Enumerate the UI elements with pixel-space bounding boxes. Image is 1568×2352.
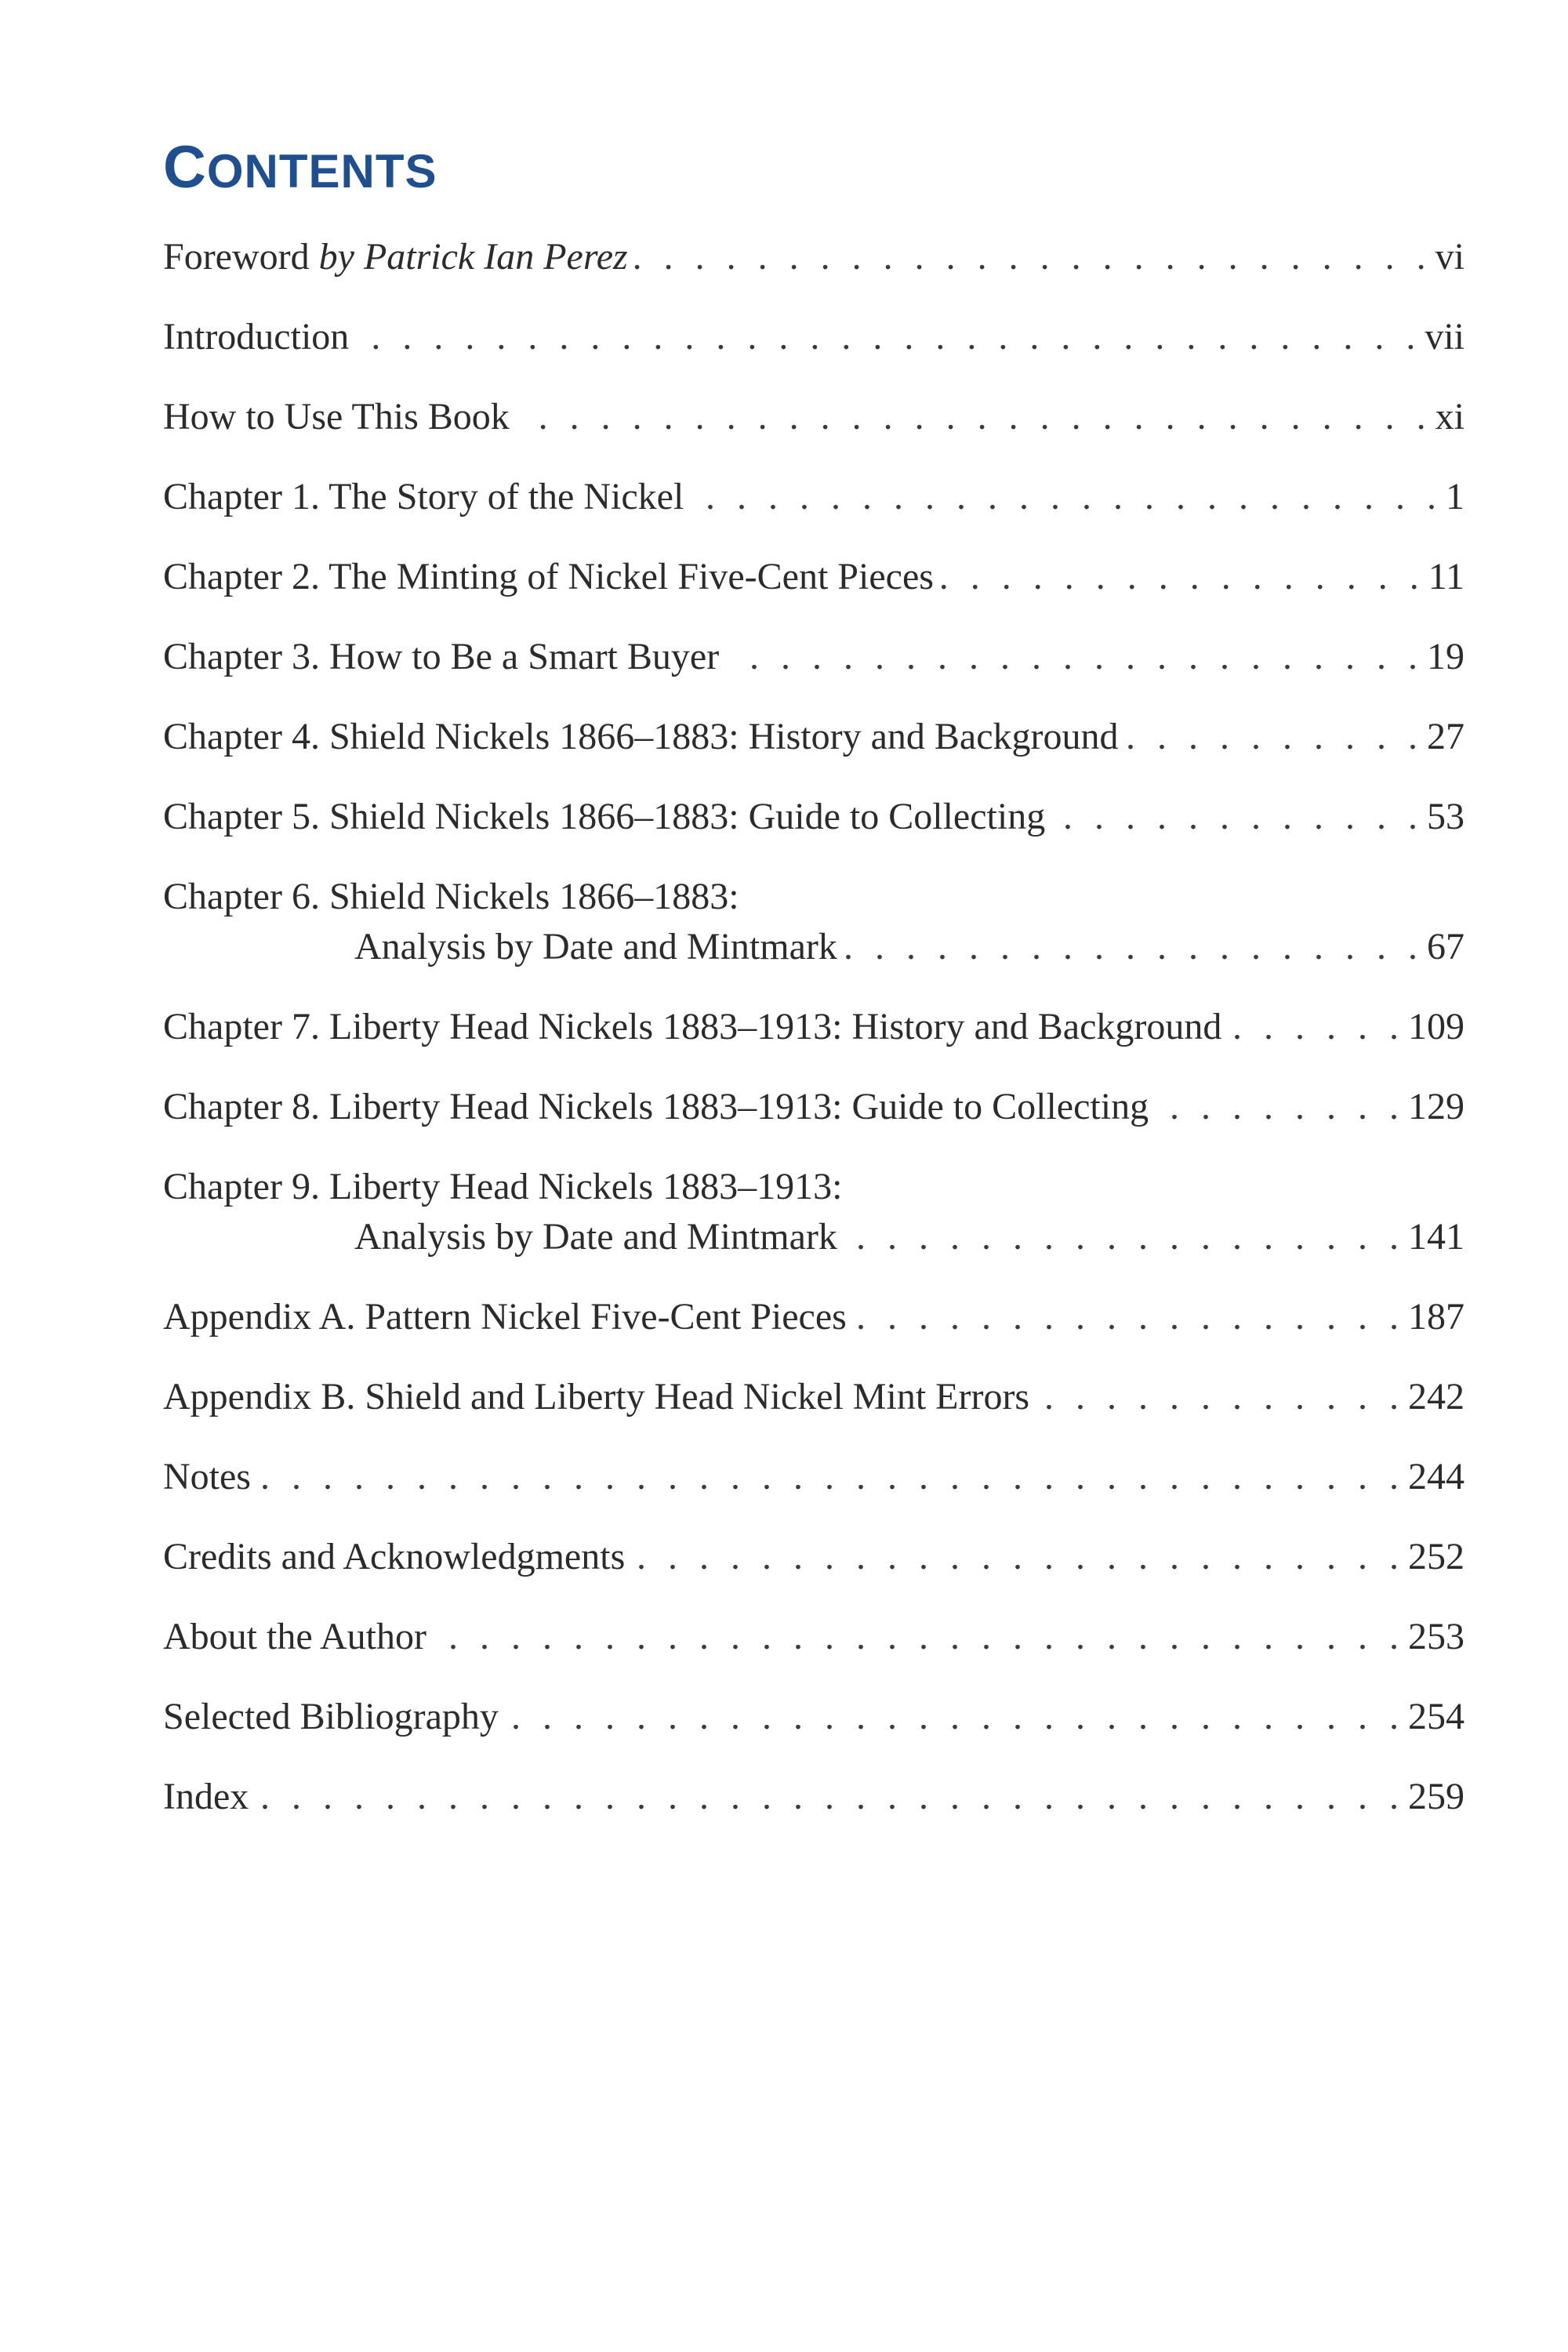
- toc-entry-page: 242: [1408, 1376, 1465, 1417]
- toc-entry-title: Chapter 2. The Minting of Nickel Five-Cent Pieces: [163, 556, 934, 597]
- toc-entry-title: Chapter 9. Liberty Head Nickels 1883–1913:: [163, 1166, 843, 1207]
- dot-leader: [725, 635, 1424, 679]
- dot-leader: [940, 555, 1425, 599]
- toc-entry-index[interactable]: [163, 1775, 1465, 1819]
- toc-entry-foreword[interactable]: [163, 235, 1465, 279]
- toc-entry-chapter-3[interactable]: [163, 635, 1465, 679]
- dot-leader: [631, 1535, 1405, 1579]
- toc-entry-page: 109: [1408, 1006, 1465, 1047]
- toc-entry-chapter-7[interactable]: [163, 1005, 1465, 1049]
- dot-leader: [355, 315, 1421, 359]
- toc-entry-chapter-2[interactable]: [163, 555, 1465, 599]
- dot-leader: [844, 1215, 1405, 1259]
- toc-entry-title: Chapter 1. The Story of the Nickel: [163, 476, 684, 517]
- toc-entry-title: Appendix B. Shield and Liberty Head Nickel Mint Errors: [163, 1376, 1030, 1417]
- toc-entry-title: Index: [163, 1776, 249, 1817]
- toc-entry-page: 1: [1446, 476, 1465, 517]
- toc-entry-title: [163, 235, 634, 279]
- toc-entry-about-author[interactable]: [163, 1615, 1465, 1659]
- toc-entry-title: Appendix A. Pattern Nickel Five-Cent Pieces: [163, 1296, 847, 1338]
- toc-entry-title: About the Author: [163, 1616, 426, 1657]
- dot-leader: [516, 395, 1432, 439]
- toc-entry-chapter-8[interactable]: [163, 1085, 1465, 1129]
- toc-entry-page: 27: [1427, 716, 1465, 757]
- toc-entry-title: Credits and Acknowledgments: [163, 1536, 626, 1577]
- dot-leader: [1125, 715, 1425, 759]
- toc-entry-title: Notes: [163, 1456, 251, 1497]
- toc-entry-chapter-1[interactable]: [163, 475, 1465, 519]
- toc-entry-page: vii: [1425, 316, 1465, 358]
- toc-entry-title: Chapter 7. Liberty Head Nickels 1883–1913: History and Background: [163, 1006, 1222, 1047]
- toc-entry-title: Introduction: [163, 316, 350, 358]
- toc-entry-page: 53: [1427, 796, 1465, 837]
- dot-leader: [853, 1295, 1405, 1339]
- toc-entry-chapter-4[interactable]: [163, 715, 1465, 759]
- dot-leader: [1228, 1005, 1405, 1049]
- toc-entry-page: 19: [1427, 636, 1465, 677]
- dot-leader: [433, 1615, 1405, 1659]
- toc-entry-notes[interactable]: [163, 1455, 1465, 1499]
- toc-entry-subtitle: Analysis by Date and Mintmark: [354, 926, 837, 967]
- toc-entry-appendix-a[interactable]: [163, 1295, 1465, 1339]
- toc-entry-title: Chapter 6. Shield Nickels 1866–1883:: [163, 876, 739, 917]
- toc-entry-credits[interactable]: [163, 1535, 1465, 1579]
- dot-leader: [844, 925, 1424, 969]
- contents-heading-rest: ONTENTS: [206, 145, 437, 198]
- toc-entry-title: Chapter 8. Liberty Head Nickels 1883–1913: Guide to Collecting: [163, 1086, 1149, 1127]
- contents-heading: [163, 134, 437, 201]
- dot-leader: [255, 1775, 1405, 1819]
- toc-entry-bibliography[interactable]: [163, 1695, 1465, 1739]
- toc-entry-page: xi: [1435, 396, 1465, 437]
- dot-leader: [634, 235, 1432, 279]
- toc-entry-page: 259: [1408, 1776, 1465, 1817]
- toc-entry-page: 67: [1427, 926, 1465, 967]
- toc-entry-how-to-use[interactable]: [163, 395, 1465, 439]
- toc-entry-title-text: Foreword: [163, 236, 319, 278]
- toc-entry-chapter-5[interactable]: [163, 795, 1465, 839]
- toc-entry-page: 11: [1428, 556, 1465, 597]
- dot-leader: [690, 475, 1443, 519]
- dot-leader: [1051, 795, 1424, 839]
- toc-list: [163, 235, 1465, 1855]
- toc-entry-page: 253: [1408, 1616, 1465, 1657]
- toc-entry-chapter-6[interactable]: [163, 875, 1465, 969]
- dot-leader: [505, 1695, 1405, 1739]
- toc-entry-page: 141: [1408, 1216, 1465, 1258]
- toc-entry-page: 254: [1408, 1696, 1465, 1737]
- toc-entry-title: Selected Bibliography: [163, 1696, 499, 1737]
- toc-entry-title: Chapter 4. Shield Nickels 1866–1883: History and Background: [163, 716, 1119, 757]
- toc-entry-introduction[interactable]: [163, 315, 1465, 359]
- toc-entry-page: 252: [1408, 1536, 1465, 1577]
- toc-entry-page: vi: [1435, 236, 1465, 278]
- toc-entry-title: How to Use This Book: [163, 396, 510, 437]
- toc-entry-title: Chapter 5. Shield Nickels 1866–1883: Guide to Collecting: [163, 796, 1046, 837]
- toc-entry-subtitle: Analysis by Date and Mintmark: [354, 1216, 837, 1258]
- dot-leader: [1155, 1085, 1405, 1129]
- toc-entry-page: 244: [1408, 1456, 1465, 1497]
- toc-entry-page: 129: [1408, 1086, 1465, 1127]
- contents-heading-initial: C: [163, 134, 207, 201]
- toc-entry-title: Chapter 3. How to Be a Smart Buyer: [163, 636, 720, 677]
- toc-entry-page: 187: [1408, 1296, 1465, 1338]
- dot-leader: [257, 1455, 1405, 1499]
- toc-entry-chapter-9[interactable]: [163, 1165, 1465, 1259]
- toc-entry-appendix-b[interactable]: [163, 1375, 1465, 1419]
- dot-leader: [1036, 1375, 1405, 1419]
- toc-entry-title-italic: by Patrick Ian Perez: [318, 236, 628, 278]
